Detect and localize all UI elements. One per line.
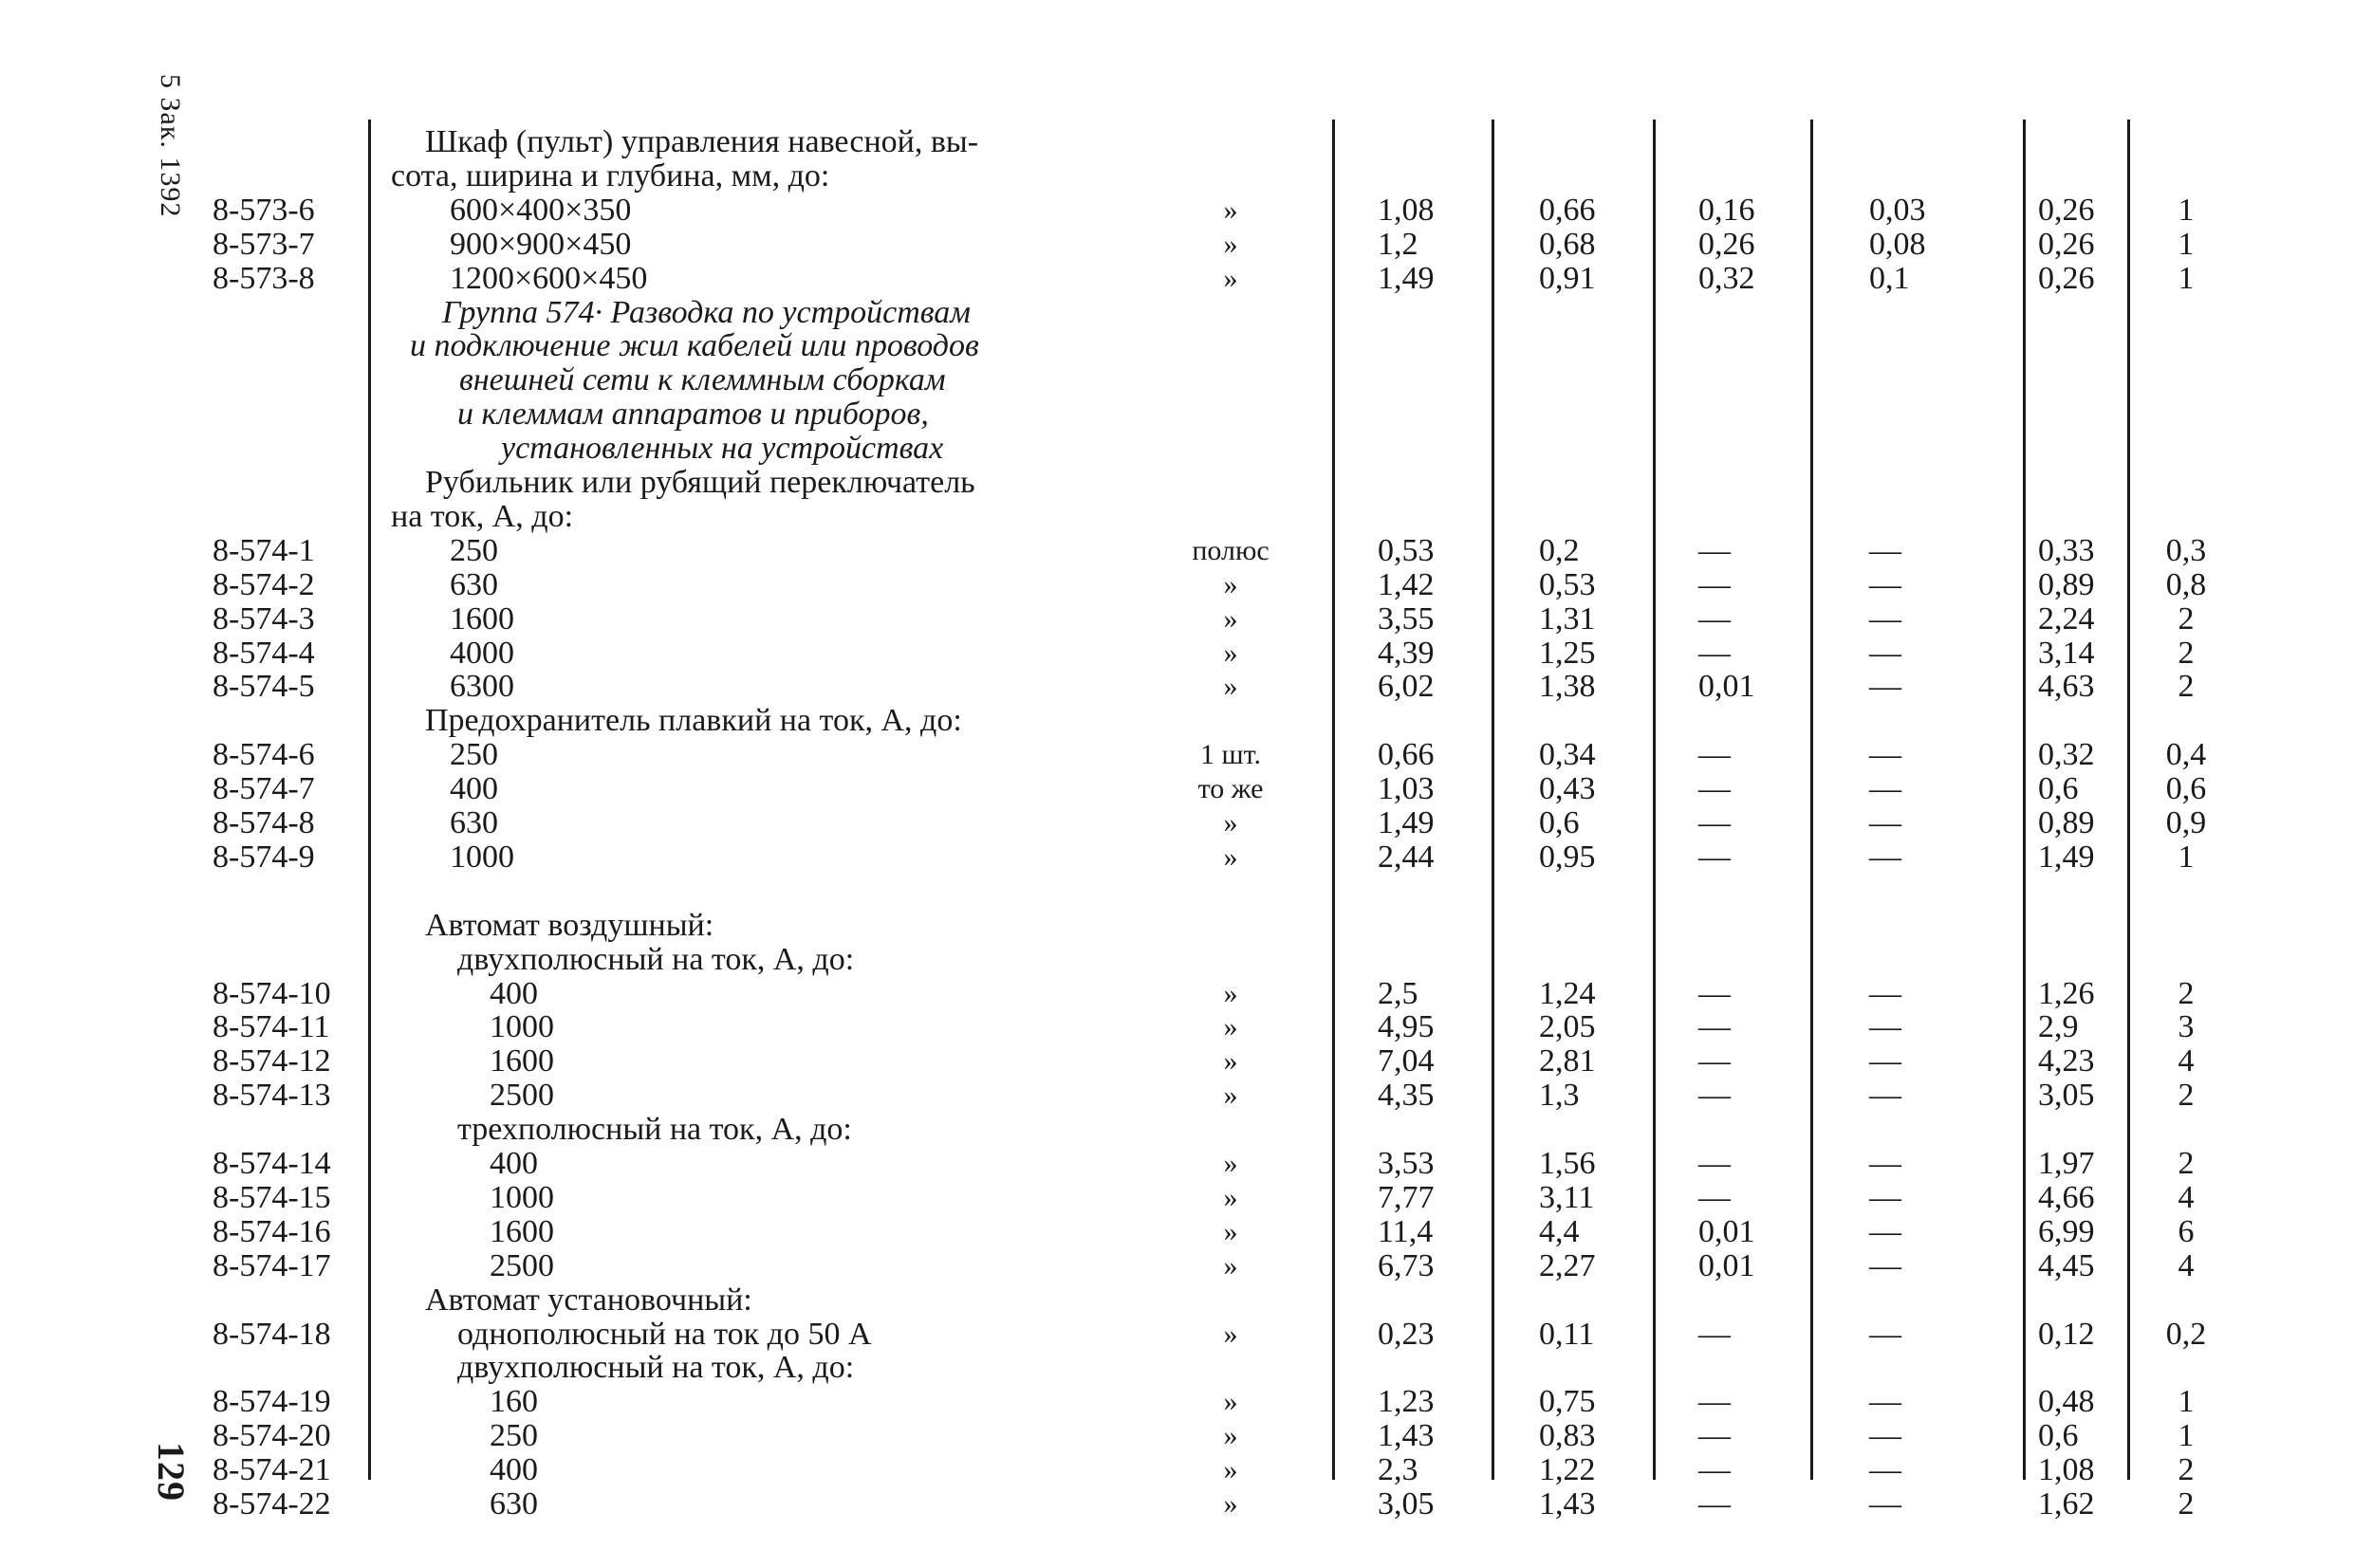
- row-description: 1600: [490, 1043, 554, 1079]
- table-row: [0, 1044, 2354, 1079]
- table-row: [0, 1318, 2354, 1352]
- row-value-4: —: [1869, 566, 1901, 602]
- row-value-1: 1,49: [1378, 805, 1435, 840]
- table-heading-row: [0, 909, 2354, 943]
- table-row: [0, 772, 2354, 806]
- row-description: 1000: [490, 1179, 554, 1215]
- table-row: [0, 1487, 2354, 1522]
- row-description: и клеммам аппаратов и приборов,: [457, 397, 929, 433]
- row-value-1: 6,73: [1378, 1247, 1435, 1283]
- row-unit: »: [1223, 1454, 1238, 1486]
- row-value-5: 0,6: [2038, 771, 2079, 807]
- row-value-1: 0,23: [1378, 1316, 1435, 1352]
- row-value-6: 2: [2178, 635, 2195, 671]
- row-code: 8-574-16: [213, 1213, 331, 1249]
- row-unit: 1 шт.: [1200, 739, 1261, 771]
- row-description: 600×400×350: [450, 192, 632, 228]
- row-value-5: 4,23: [2038, 1043, 2095, 1079]
- row-code: 8-574-7: [213, 771, 315, 807]
- row-description: однополюсный на ток до 50 А: [457, 1316, 872, 1352]
- row-value-6: 4: [2178, 1247, 2195, 1283]
- row-value-3: —: [1698, 839, 1731, 875]
- row-value-4: —: [1869, 1146, 1901, 1181]
- row-description: 630: [450, 805, 498, 840]
- row-description: 1200×600×450: [450, 260, 648, 296]
- row-unit: »: [1223, 1420, 1238, 1452]
- row-value-2: 1,38: [1539, 669, 1596, 705]
- row-value-5: 2,9: [2038, 1009, 2079, 1045]
- row-value-6: 1: [2178, 192, 2195, 228]
- page-number: 129: [150, 1442, 193, 1502]
- row-value-6: 1: [2178, 1418, 2195, 1454]
- row-value-4: —: [1869, 1418, 1901, 1454]
- row-value-4: —: [1869, 839, 1901, 875]
- row-value-3: —: [1698, 532, 1731, 568]
- row-value-6: 0,2: [2165, 1316, 2207, 1352]
- row-value-3: —: [1698, 805, 1731, 840]
- row-value-6: 0,8: [2165, 566, 2207, 602]
- row-value-6: 2: [2178, 1452, 2195, 1488]
- row-description: 160: [490, 1384, 538, 1420]
- row-value-1: 2,5: [1378, 975, 1418, 1011]
- row-unit: »: [1223, 807, 1238, 839]
- row-value-5: 1,62: [2038, 1486, 2095, 1522]
- row-value-4: 0,1: [1869, 260, 1910, 296]
- row-description: 2500: [490, 1078, 554, 1114]
- row-description: 250: [450, 737, 498, 773]
- row-code: 8-574-18: [213, 1316, 331, 1352]
- row-value-5: 4,45: [2038, 1247, 2095, 1283]
- row-value-6: 2: [2178, 600, 2195, 636]
- table-heading-row: [0, 1351, 2354, 1385]
- row-unit: »: [1223, 1181, 1238, 1213]
- table-heading-row: [0, 363, 2354, 397]
- table-row: [0, 568, 2354, 602]
- row-value-5: 0,12: [2038, 1316, 2095, 1352]
- row-unit: »: [1223, 568, 1238, 600]
- row-code: 8-574-21: [213, 1452, 331, 1488]
- row-description: сота, ширина и глубина, мм, до:: [391, 157, 830, 194]
- row-code: 8-574-1: [213, 532, 315, 568]
- row-value-4: —: [1869, 771, 1901, 807]
- row-value-2: 0,66: [1539, 192, 1596, 228]
- table-row: [0, 262, 2354, 296]
- row-value-1: 11,4: [1378, 1213, 1434, 1249]
- row-value-5: 3,14: [2038, 635, 2095, 671]
- table-row: [0, 534, 2354, 568]
- table-row: [0, 194, 2354, 228]
- row-value-5: 0,89: [2038, 805, 2095, 840]
- table-heading-row: [0, 432, 2354, 466]
- row-description: двухполюсный на ток, А, до:: [457, 941, 855, 977]
- row-value-3: —: [1698, 635, 1731, 671]
- table-row: [0, 1215, 2354, 1249]
- row-value-2: 0,95: [1539, 839, 1596, 875]
- row-description: Предохранитель плавкий на ток, А, до:: [425, 703, 962, 739]
- table-heading-row: [0, 329, 2354, 363]
- row-description: 400: [490, 1146, 538, 1181]
- row-value-4: —: [1869, 1384, 1901, 1420]
- row-code: 8-574-15: [213, 1179, 331, 1215]
- row-value-5: 1,49: [2038, 839, 2095, 875]
- row-unit: »: [1223, 671, 1238, 703]
- row-value-2: 1,25: [1539, 635, 1596, 671]
- row-value-1: 4,39: [1378, 635, 1435, 671]
- table-heading-row: [0, 1113, 2354, 1147]
- table-row: [0, 1079, 2354, 1113]
- row-code: 8-573-6: [213, 192, 315, 228]
- row-value-2: 0,53: [1539, 566, 1596, 602]
- row-code: 8-573-8: [213, 260, 315, 296]
- row-unit: »: [1223, 1045, 1238, 1078]
- row-value-1: 2,3: [1378, 1452, 1418, 1488]
- row-value-6: 4: [2178, 1043, 2195, 1079]
- row-value-2: 1,24: [1539, 975, 1596, 1011]
- row-value-2: 0,43: [1539, 771, 1596, 807]
- row-value-2: 0,91: [1539, 260, 1596, 296]
- row-value-6: 1: [2178, 260, 2195, 296]
- table-row: [0, 1010, 2354, 1044]
- row-code: 8-574-11: [213, 1009, 330, 1045]
- row-value-2: 1,43: [1539, 1486, 1596, 1522]
- row-value-2: 0,75: [1539, 1384, 1596, 1420]
- margin-order-label: 5 Зак. 1392: [155, 74, 186, 218]
- row-unit: »: [1223, 602, 1238, 635]
- row-value-4: —: [1869, 1316, 1901, 1352]
- row-code: 8-574-10: [213, 975, 331, 1011]
- row-value-1: 1,43: [1378, 1418, 1435, 1454]
- row-value-6: 0,4: [2165, 737, 2207, 773]
- row-code: 8-574-3: [213, 600, 315, 636]
- row-value-4: —: [1869, 1247, 1901, 1283]
- row-value-2: 0,11: [1539, 1316, 1595, 1352]
- row-value-1: 0,53: [1378, 532, 1435, 568]
- table-heading-row: [0, 1283, 2354, 1318]
- table-heading-row: [0, 397, 2354, 432]
- row-value-1: 3,05: [1378, 1486, 1435, 1522]
- table-heading-row: [0, 296, 2354, 330]
- row-value-2: 3,11: [1539, 1179, 1595, 1215]
- row-code: 8-574-6: [213, 737, 315, 773]
- row-value-2: 0,6: [1539, 805, 1580, 840]
- table-row: [0, 602, 2354, 636]
- row-value-3: —: [1698, 566, 1731, 602]
- row-value-2: 1,3: [1539, 1078, 1580, 1114]
- row-value-5: 0,32: [2038, 737, 2095, 773]
- row-value-6: 2: [2178, 669, 2195, 705]
- row-value-2: 0,68: [1539, 226, 1596, 262]
- row-value-2: 1,22: [1539, 1452, 1596, 1488]
- row-value-1: 6,02: [1378, 669, 1435, 705]
- row-value-6: 1: [2178, 226, 2195, 262]
- row-value-3: —: [1698, 1418, 1731, 1454]
- table-row: [0, 670, 2354, 704]
- table-heading-row: [0, 875, 2354, 909]
- row-code: 8-574-2: [213, 566, 315, 602]
- row-value-6: 2: [2178, 1078, 2195, 1114]
- row-value-2: 1,56: [1539, 1146, 1596, 1181]
- row-value-3: —: [1698, 975, 1731, 1011]
- table-heading-row: [0, 159, 2354, 194]
- row-value-3: 0,01: [1698, 669, 1755, 705]
- row-value-5: 0,48: [2038, 1384, 2095, 1420]
- row-value-6: 1: [2178, 1384, 2195, 1420]
- row-code: 8-573-7: [213, 226, 315, 262]
- row-description: установленных на устройствах: [501, 431, 944, 467]
- row-description: трехполюсный на ток, А, до:: [457, 1112, 852, 1148]
- row-value-1: 0,66: [1378, 737, 1435, 773]
- row-value-5: 0,26: [2038, 192, 2095, 228]
- row-unit: »: [1223, 1148, 1238, 1179]
- row-unit: »: [1223, 194, 1238, 226]
- table-row: [0, 1147, 2354, 1181]
- row-code: 8-574-14: [213, 1146, 331, 1181]
- row-description: 1000: [490, 1009, 554, 1045]
- row-description: 400: [490, 1452, 538, 1488]
- row-value-5: 1,08: [2038, 1452, 2095, 1488]
- row-description: Автомат установочный:: [425, 1282, 752, 1318]
- table-row: [0, 1181, 2354, 1215]
- row-description: и подключение жил кабелей или проводов: [410, 328, 979, 364]
- row-description: Автомат воздушный:: [425, 907, 714, 943]
- row-unit: »: [1223, 1318, 1238, 1350]
- row-code: 8-574-12: [213, 1043, 331, 1079]
- row-value-5: 0,89: [2038, 566, 2095, 602]
- row-value-4: —: [1869, 532, 1901, 568]
- row-value-2: 4,4: [1539, 1213, 1580, 1249]
- row-value-1: 3,53: [1378, 1146, 1435, 1181]
- row-value-6: 4: [2178, 1179, 2195, 1215]
- row-value-5: 2,24: [2038, 600, 2095, 636]
- row-unit: »: [1223, 1079, 1238, 1112]
- table-row: [0, 1249, 2354, 1283]
- row-description: Шкаф (пульт) управления навесной, вы-: [425, 124, 979, 159]
- row-value-4: 0,03: [1869, 192, 1926, 228]
- table-heading-row: [0, 500, 2354, 534]
- row-value-3: —: [1698, 771, 1731, 807]
- row-unit: »: [1223, 1249, 1238, 1282]
- table-row: [0, 1385, 2354, 1419]
- row-value-4: —: [1869, 669, 1901, 705]
- row-description: 2500: [490, 1247, 554, 1283]
- row-value-2: 0,34: [1539, 737, 1596, 773]
- row-value-6: 2: [2178, 975, 2195, 1011]
- row-value-2: 0,83: [1539, 1418, 1596, 1454]
- row-description: двухполюсный на ток, А, до:: [457, 1350, 855, 1386]
- row-code: 8-574-8: [213, 805, 315, 840]
- row-value-4: —: [1869, 1043, 1901, 1079]
- row-code: 8-574-13: [213, 1078, 331, 1114]
- row-description: 1600: [490, 1213, 554, 1249]
- row-description: 1600: [450, 600, 514, 636]
- row-value-1: 1,08: [1378, 192, 1435, 228]
- row-unit: »: [1223, 1488, 1238, 1520]
- row-value-3: —: [1698, 1078, 1731, 1114]
- row-value-1: 4,95: [1378, 1009, 1435, 1045]
- row-value-3: —: [1698, 1146, 1731, 1181]
- row-value-1: 7,04: [1378, 1043, 1435, 1079]
- row-value-2: 0,2: [1539, 532, 1580, 568]
- table-row: [0, 1453, 2354, 1487]
- row-value-5: 1,97: [2038, 1146, 2095, 1181]
- row-value-6: 0,9: [2165, 805, 2207, 840]
- row-code: 8-574-9: [213, 839, 315, 875]
- row-value-5: 6,99: [2038, 1213, 2095, 1249]
- row-description: 630: [490, 1486, 538, 1522]
- row-value-6: 2: [2178, 1486, 2195, 1522]
- row-code: 8-574-4: [213, 635, 315, 671]
- row-value-3: —: [1698, 600, 1731, 636]
- row-description: Группа 574· Разводка по устройствам: [442, 294, 971, 330]
- row-value-1: 2,44: [1378, 839, 1435, 875]
- row-value-5: 1,26: [2038, 975, 2095, 1011]
- row-description: 900×900×450: [450, 226, 632, 262]
- row-unit: »: [1223, 262, 1238, 294]
- row-value-1: 1,49: [1378, 260, 1435, 296]
- row-unit: »: [1223, 977, 1238, 1009]
- row-value-4: —: [1869, 1179, 1901, 1215]
- row-value-2: 2,05: [1539, 1009, 1596, 1045]
- row-value-5: 0,6: [2038, 1418, 2079, 1454]
- row-value-5: 4,63: [2038, 669, 2095, 705]
- row-value-2: 2,27: [1539, 1247, 1596, 1283]
- table-heading-row: [0, 125, 2354, 159]
- row-value-3: —: [1698, 1384, 1731, 1420]
- row-code: 8-574-17: [213, 1247, 331, 1283]
- row-code: 8-574-22: [213, 1486, 331, 1522]
- row-value-2: 2,81: [1539, 1043, 1596, 1079]
- row-value-4: 0,08: [1869, 226, 1926, 262]
- row-unit: то же: [1197, 773, 1264, 805]
- table-row: [0, 840, 2354, 875]
- table-row: [0, 1419, 2354, 1453]
- row-value-3: 0,01: [1698, 1247, 1755, 1283]
- table-heading-row: [0, 466, 2354, 500]
- row-value-4: —: [1869, 1452, 1901, 1488]
- row-value-4: —: [1869, 975, 1901, 1011]
- row-unit: »: [1223, 1215, 1238, 1247]
- row-value-6: 1: [2178, 839, 2195, 875]
- row-description: внешней сети к клеммным сборкам: [459, 362, 946, 398]
- row-value-5: 0,33: [2038, 532, 2095, 568]
- row-value-3: 0,26: [1698, 226, 1755, 262]
- row-value-1: 7,77: [1378, 1179, 1435, 1215]
- row-value-4: —: [1869, 1213, 1901, 1249]
- row-value-2: 1,31: [1539, 600, 1596, 636]
- row-description: 6300: [450, 669, 514, 705]
- row-value-5: 0,26: [2038, 260, 2095, 296]
- table-heading-row: [0, 704, 2354, 738]
- row-value-3: —: [1698, 1486, 1731, 1522]
- row-value-3: 0,16: [1698, 192, 1755, 228]
- row-value-1: 1,03: [1378, 771, 1435, 807]
- row-value-4: —: [1869, 737, 1901, 773]
- row-description: Рубильник или рубящий переключатель: [425, 465, 975, 500]
- row-unit: »: [1223, 228, 1238, 260]
- row-description: 4000: [450, 635, 514, 671]
- row-value-5: 4,66: [2038, 1179, 2095, 1215]
- row-unit: полюс: [1192, 534, 1270, 566]
- row-value-4: —: [1869, 1078, 1901, 1114]
- table-row: [0, 977, 2354, 1011]
- row-value-6: 6: [2178, 1213, 2195, 1249]
- row-value-6: 0,6: [2165, 771, 2207, 807]
- row-description: 1000: [450, 839, 514, 875]
- row-value-3: 0,01: [1698, 1213, 1755, 1249]
- row-unit: »: [1223, 636, 1238, 669]
- row-value-3: —: [1698, 737, 1731, 773]
- row-code: 8-574-20: [213, 1418, 331, 1454]
- row-value-3: —: [1698, 1316, 1731, 1352]
- row-value-6: 3: [2178, 1009, 2195, 1045]
- row-value-3: —: [1698, 1043, 1731, 1079]
- row-description: 400: [450, 771, 498, 807]
- table-row: [0, 636, 2354, 671]
- row-value-4: —: [1869, 600, 1901, 636]
- row-value-3: 0,32: [1698, 260, 1755, 296]
- row-value-4: —: [1869, 805, 1901, 840]
- row-description: 250: [450, 532, 498, 568]
- row-value-1: 1,23: [1378, 1384, 1435, 1420]
- row-value-1: 1,2: [1378, 226, 1418, 262]
- row-value-5: 0,26: [2038, 226, 2095, 262]
- row-unit: »: [1223, 1011, 1238, 1043]
- row-value-1: 4,35: [1378, 1078, 1435, 1114]
- row-value-1: 3,55: [1378, 600, 1435, 636]
- row-value-3: —: [1698, 1452, 1731, 1488]
- row-description: 400: [490, 975, 538, 1011]
- row-value-6: 0,3: [2165, 532, 2207, 568]
- row-value-4: —: [1869, 635, 1901, 671]
- row-code: 8-574-19: [213, 1384, 331, 1420]
- row-description: на ток, А, до:: [391, 498, 574, 534]
- table-row: [0, 738, 2354, 772]
- table-row: [0, 228, 2354, 262]
- row-value-4: —: [1869, 1486, 1901, 1522]
- row-value-6: 2: [2178, 1146, 2195, 1181]
- row-code: 8-574-5: [213, 669, 315, 705]
- row-value-3: —: [1698, 1009, 1731, 1045]
- row-value-5: 3,05: [2038, 1078, 2095, 1114]
- table-heading-row: [0, 943, 2354, 977]
- row-value-4: —: [1869, 1009, 1901, 1045]
- row-description: 250: [490, 1418, 538, 1454]
- row-value-3: —: [1698, 1179, 1731, 1215]
- row-unit: »: [1223, 840, 1238, 873]
- row-description: 630: [450, 566, 498, 602]
- table-row: [0, 806, 2354, 840]
- row-value-1: 1,42: [1378, 566, 1435, 602]
- row-unit: »: [1223, 1386, 1238, 1418]
